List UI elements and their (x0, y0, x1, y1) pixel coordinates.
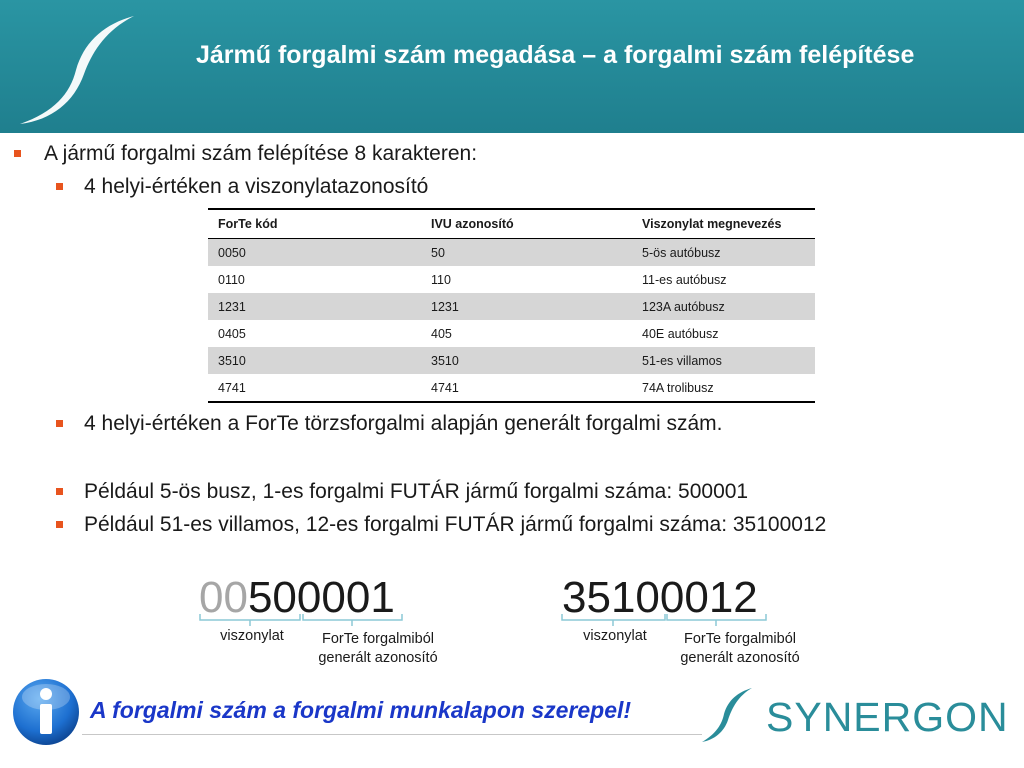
bullet-text: 4 helyi-értéken a ForTe törzsforgalmi alapján generált forgalmi szám. (84, 412, 723, 435)
column-header: Viszonylat megnevezés (632, 209, 815, 239)
code-route: 50 (247, 573, 297, 622)
table-cell: 50 (421, 239, 632, 267)
bracket-serial-1 (303, 614, 402, 620)
caption-route-1: viszonylat (220, 628, 284, 644)
caption-serial-2 (658, 630, 822, 668)
table-cell: 1231 (208, 293, 421, 320)
table-cell: 0405 (218, 326, 246, 341)
bullet-text: A jármű forgalmi szám felépítése 8 karakteren: (44, 142, 478, 165)
table-cell: 110 (431, 272, 451, 287)
table-cell: 3510 (421, 347, 632, 374)
code-serial: 0012 (659, 573, 758, 622)
table-cell: 51-es villamos (632, 347, 815, 374)
column-header: ForTe kód (208, 209, 421, 239)
table-cell: 4741 (208, 374, 421, 402)
caption-line: ForTe forgalmiból (321, 631, 434, 647)
table-cell: 40E autóbusz (642, 326, 719, 341)
column-header: IVU azonosító (421, 209, 632, 239)
info-icon (11, 677, 81, 747)
table-cell: 0110 (218, 272, 245, 287)
table-cell: 1231 (421, 293, 632, 320)
caption-line: ForTe forgalmiból (683, 631, 796, 647)
code-serial: 0001 (296, 573, 395, 622)
caption-line: generált azonosító (680, 650, 800, 666)
bracket-route-1 (200, 614, 300, 620)
table-cell: 74A trolibusz (632, 374, 815, 402)
bracket-route-2 (562, 614, 665, 620)
brand-swoosh-icon (700, 686, 760, 744)
bracket-serial-2 (667, 614, 766, 620)
info-note: A forgalmi szám a forgalmi munkalapon szerepel! (90, 697, 632, 723)
caption-serial-1 (296, 630, 460, 668)
code-route: 3510 (562, 573, 660, 622)
bullet-text: Például 5-ös busz, 1-es forgalmi FUTÁR jármű forgalmi száma: 500001 (84, 480, 749, 503)
table-cell: 4741 (421, 374, 632, 402)
caption-route-2: viszonylat (583, 628, 647, 644)
code-padding: 00 (199, 573, 248, 622)
table-cell: 123A autóbusz (632, 293, 815, 320)
bullet-text: 4 helyi-értéken a viszonylatazonosító (84, 175, 429, 198)
caption-line: generált azonosító (318, 650, 438, 666)
bullet-text: Például 51-es villamos, 12-es forgalmi FUTÁR jármű forgalmi száma: 35100012 (84, 513, 827, 536)
table-cell: 5-ös autóbusz (632, 239, 815, 267)
brand-logo: SYNERGON (766, 694, 1009, 740)
page-title: Jármű forgalmi szám megadása – a forgalmi szám felépítése (196, 41, 915, 69)
table-cell: 405 (431, 326, 452, 341)
table-cell: 3510 (208, 347, 421, 374)
table-cell: 11-es autóbusz (642, 272, 727, 287)
footer-divider (82, 734, 702, 735)
table-cell: 0050 (208, 239, 421, 267)
